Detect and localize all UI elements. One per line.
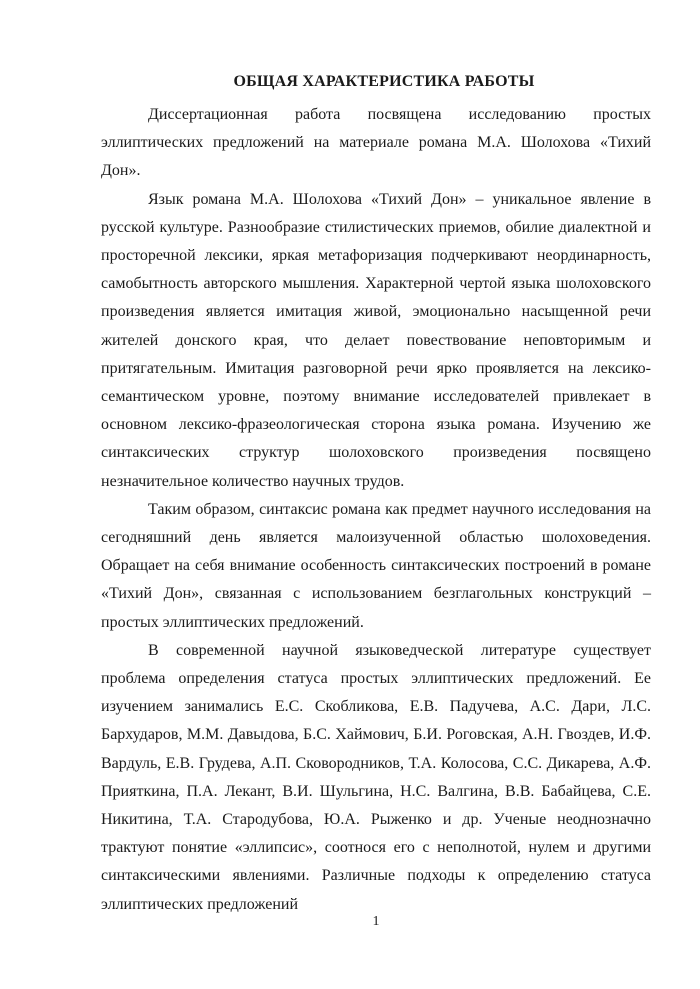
- paragraph-4: В современной научной языковедческой литературе существует проблема определения статуса простых эллиптических предложений. Ее изучением занимались Е.С. Скобликова, Е.В. Падучева, А.С. Дари, Л.С. Бархударов, М.М. Давыдова, Б.С. Хаймович, Б.И. Роговская, А.Н. Гвоздев, И.Ф. Вардуль, Е.В. Грудева, А.П. Сковородников, Т.А. Колосова, С.С. Дикарева, А.Ф. Прияткина, П.А. Лекант, В.И. Шульгина, Н.С. Валгина, В.В. Бабайцева, С.Е. Никитина, Т.А. Стародубова, Ю.А. Рыженко и др. Ученые неоднозначно трактуют понятие «эллипсис», соотнося его с неполнотой, нулем и другими синтаксическими явлениями. Различные подходы к определению статуса эллиптических предложений: [101, 641, 651, 913]
- document-title: ОБЩАЯ ХАРАКТЕРИСТИКА РАБОТЫ: [233, 73, 535, 90]
- page-number: 1: [372, 914, 380, 929]
- document-body: [101, 101, 651, 919]
- paragraph-2: Язык романа М.А. Шолохова «Тихий Дон» – уникальное явление в русской культуре. Разнообразие стилистических приемов, обилие диалектной и просторечной лексики, яркая метафоризация подчеркивают неординарность, самобытность авторского мышления. Характерной чертой языка шолоховского произведения является имитация живой, эмоционально насыщенной речи жителей донского края, что делает повествование неповторимым и притягательным. Имитация разговорной речи ярко проявляется на лексико-семантическом уровне, поэтому внимание исследователей привлекает в основном лексико-фразеологическая сторона языка романа. Изучению же синтаксических структур шолоховского произведения посвящено незначительное количество научных трудов.: [101, 190, 651, 490]
- paragraph-3: Таким образом, синтаксис романа как предмет научного исследования на сегодняшний день является малоизученной областью шолоховедения. Обращает на себя внимание особенность синтаксических построений в романе «Тихий Дон», связанная с использованием безглагольных конструкций – простых эллиптических предложений.: [101, 500, 651, 631]
- paragraph-1: Диссертационная работа посвящена исследованию простых эллиптических предложений на материале романа М.А. Шолохова «Тихий Дон».: [101, 106, 651, 180]
